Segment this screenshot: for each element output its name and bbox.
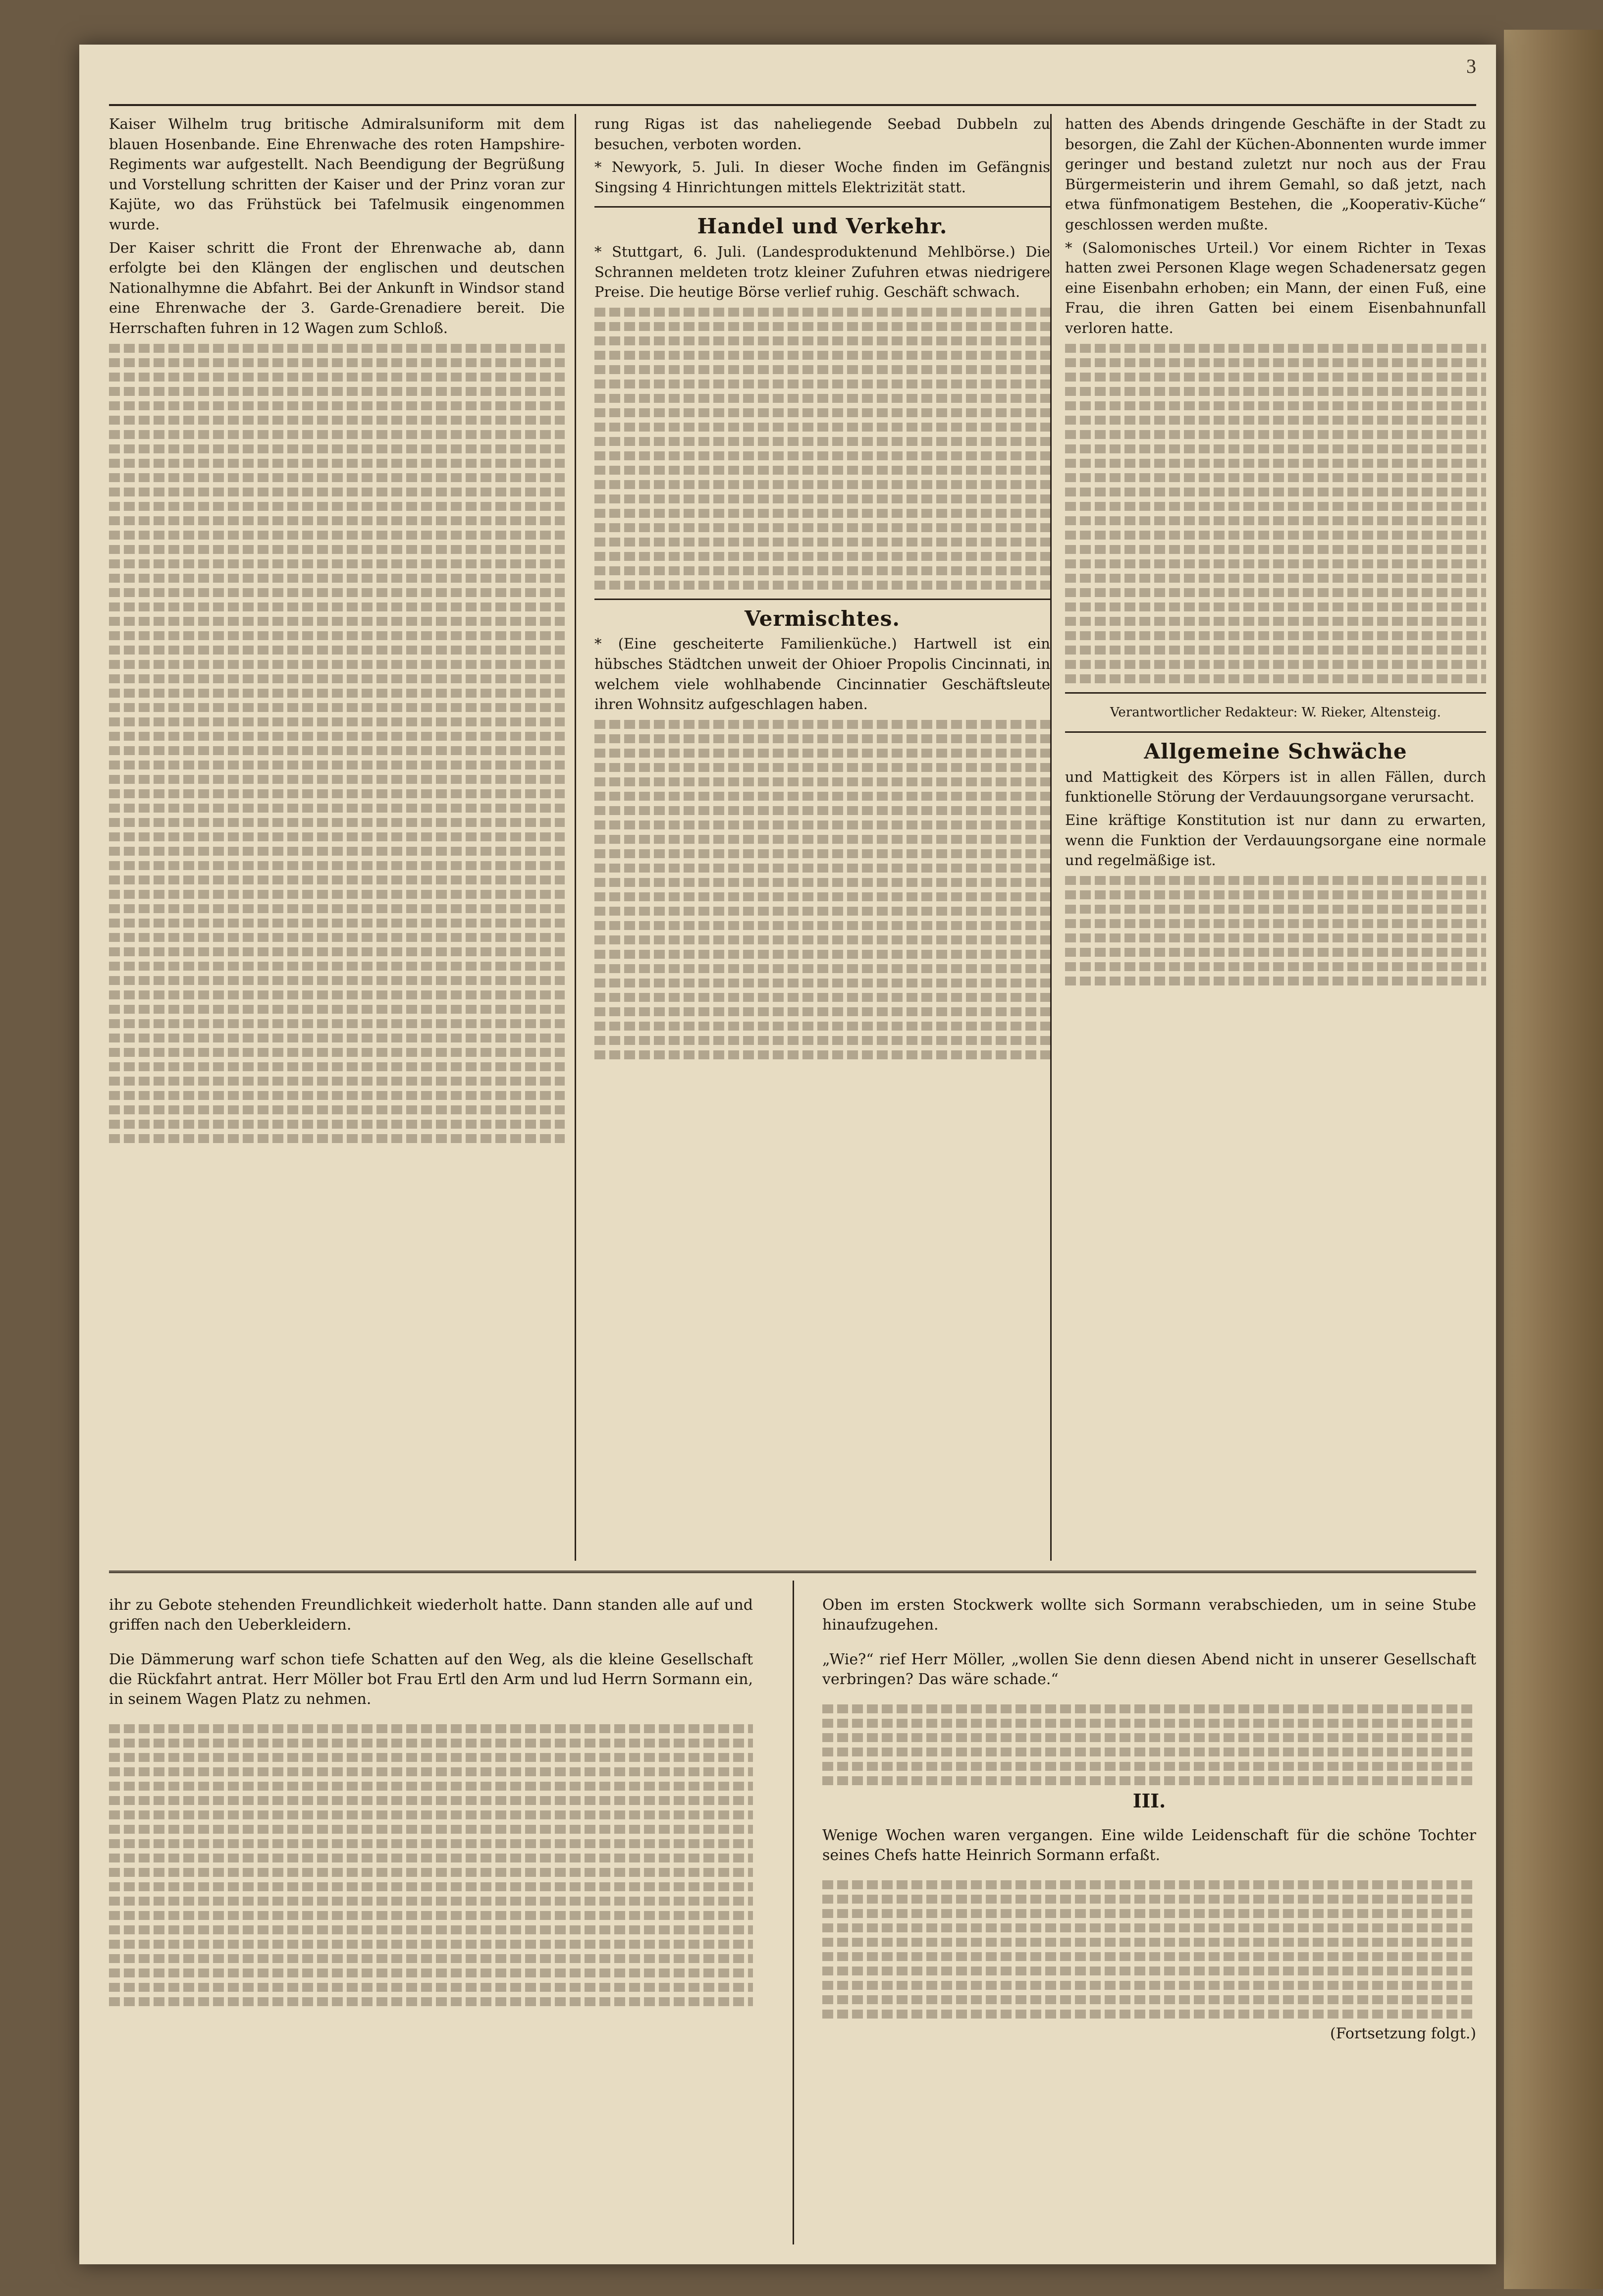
section-rule <box>594 599 1050 600</box>
paragraph: und Mattigkeit des Körpers ist in allen Fällen, durch funktionelle Störung der Verdauungsorgane verursacht. <box>1065 768 1486 806</box>
paragraph: rung Rigas ist das naheliegende Seebad Dubbeln zu besuchen, verboten worden. <box>594 115 1050 153</box>
text-filler <box>109 1724 753 2006</box>
section-rule <box>594 206 1050 208</box>
column-2 <box>594 114 1050 1065</box>
page-number: 3 <box>1466 55 1476 77</box>
feuilleton-rule <box>109 1571 1476 1573</box>
column-divider <box>793 1581 794 2244</box>
newspaper-page <box>79 45 1496 2264</box>
top-rule <box>109 104 1476 106</box>
paragraph: Kaiser Wilhelm trug britische Admiralsuniform mit dem blauen Hosenbande. Eine Ehrenwache des roten Hampshire-Regiments war aufgestellt. Nach Beendigung der Begrüßung und Vorstellung schritten der Kaiser und der Prinz voran zur Kajüte, wo das Frühstück bei Tafelmusik eingenommen wurde. <box>109 115 565 233</box>
book-binding <box>1504 30 1603 2289</box>
section-heading: Handel und Verkehr. <box>697 214 948 239</box>
column-3 <box>1065 114 1486 991</box>
paragraph: „Wie?“ rief Herr Möller, „wollen Sie denn diesen Abend nicht in unserer Gesellschaft verbringen? Das wäre schade.“ <box>822 1651 1476 1688</box>
column-divider <box>575 114 576 1561</box>
text-filler <box>1065 876 1486 985</box>
paragraph: Wenige Wochen waren vergangen. Eine wilde Leidenschaft für die schöne Tochter seines Chefs hatte Heinrich Sormann erfaßt. <box>822 1827 1476 1864</box>
paragraph: Der Kaiser schritt die Front der Ehrenwache ab, dann erfolgte bei den Klängen der englischen und deutschen Nationalhymne die Abfahrt. Bei der Ankunft in Windsor stand eine Ehrenwache der 3. Garde-Grenadiere bereit. Die Herrschaften fuhren in 12 Wagen zum Schloß. <box>109 239 565 336</box>
text-filler <box>1065 344 1486 683</box>
paragraph: ihr zu Gebote stehenden Freundlichkeit wiederholt hatte. Dann standen alle auf und griffen nach den Ueberkleidern. <box>109 1596 753 1634</box>
text-filler <box>109 344 565 1143</box>
text-filler <box>822 1880 1476 2019</box>
paragraph: hatten des Abends dringende Geschäfte in der Stadt zu besorgen, die Zahl der Küchen-Abonnenten wurde immer geringer und bestand zuletzt nur noch aus der Frau Bürgermeisterin und ihrem Gemahl, so daß jetzt, nach etwa fünfmonatigem Bestehen, die „Kooperativ-Küche“ geschlossen werden mußte. <box>1065 115 1486 233</box>
text-filler <box>594 308 1050 590</box>
chapter-heading: III. <box>1132 1790 1166 1812</box>
text-filler <box>822 1704 1476 1785</box>
paragraph: * Newyork, 5. Juli. In dieser Woche finden im Gefängnis Singsing 4 Hinrichtungen mittels Elektrizität statt. <box>594 159 1050 196</box>
paragraph: * (Eine gescheiterte Familienküche.) Hartwell ist ein hübsches Städtchen unweit der Ohioer Propolis Cincinnati, in welchem viele wohlhabende Cincinnatier Geschäftsleute ihren Wohnsitz aufgeschlagen haben. <box>594 635 1050 713</box>
continuation-note: (Fortsetzung folgt.) <box>1330 2025 1476 2042</box>
section-heading: Vermischtes. <box>744 606 901 631</box>
editor-imprint: Verantwortlicher Redakteur: W. Rieker, Altensteig. <box>1110 705 1441 720</box>
paragraph: * Stuttgart, 6. Juli. (Landesproduktenund Mehlbörse.) Die Schrannen meldeten trotz kleiner Zufuhren etwas niedrigere Preise. Die heutige Börse verlief ruhig. Geschäft schwach. <box>594 243 1050 301</box>
section-rule <box>1065 731 1486 733</box>
feuilleton-column-right <box>822 1581 1476 2044</box>
paragraph: Eine kräftige Konstitution ist nur dann zu erwarten, wenn die Funktion der Verdauungsorgane eine normale und regelmäßige ist. <box>1065 811 1486 869</box>
text-filler <box>594 720 1050 1059</box>
column-1 <box>109 114 565 1148</box>
paragraph: Oben im ersten Stockwerk wollte sich Sormann verabschieden, um in seine Stube hinaufzugehen. <box>822 1596 1476 1634</box>
advertisement-heading: Allgemeine Schwäche <box>1144 739 1407 764</box>
section-rule <box>1065 692 1486 694</box>
feuilleton-column-left <box>109 1581 753 2012</box>
paragraph: * (Salomonisches Urteil.) Vor einem Richter in Texas hatten zwei Personen Klage wegen Schadenersatz gegen eine Eisenbahn erhoben; ein Mann, der einen Fuß, eine Frau, die ihren Gatten bei einem Eisenbahnunfall verloren hatte. <box>1065 239 1486 336</box>
column-divider <box>1050 114 1052 1561</box>
paragraph: Die Dämmerung warf schon tiefe Schatten auf den Weg, als die kleine Gesellschaft die Rückfahrt antrat. Herr Möller bot Frau Ertl den Arm und lud Herrn Sormann ein, in seinem Wagen Platz zu nehmen. <box>109 1651 753 1708</box>
